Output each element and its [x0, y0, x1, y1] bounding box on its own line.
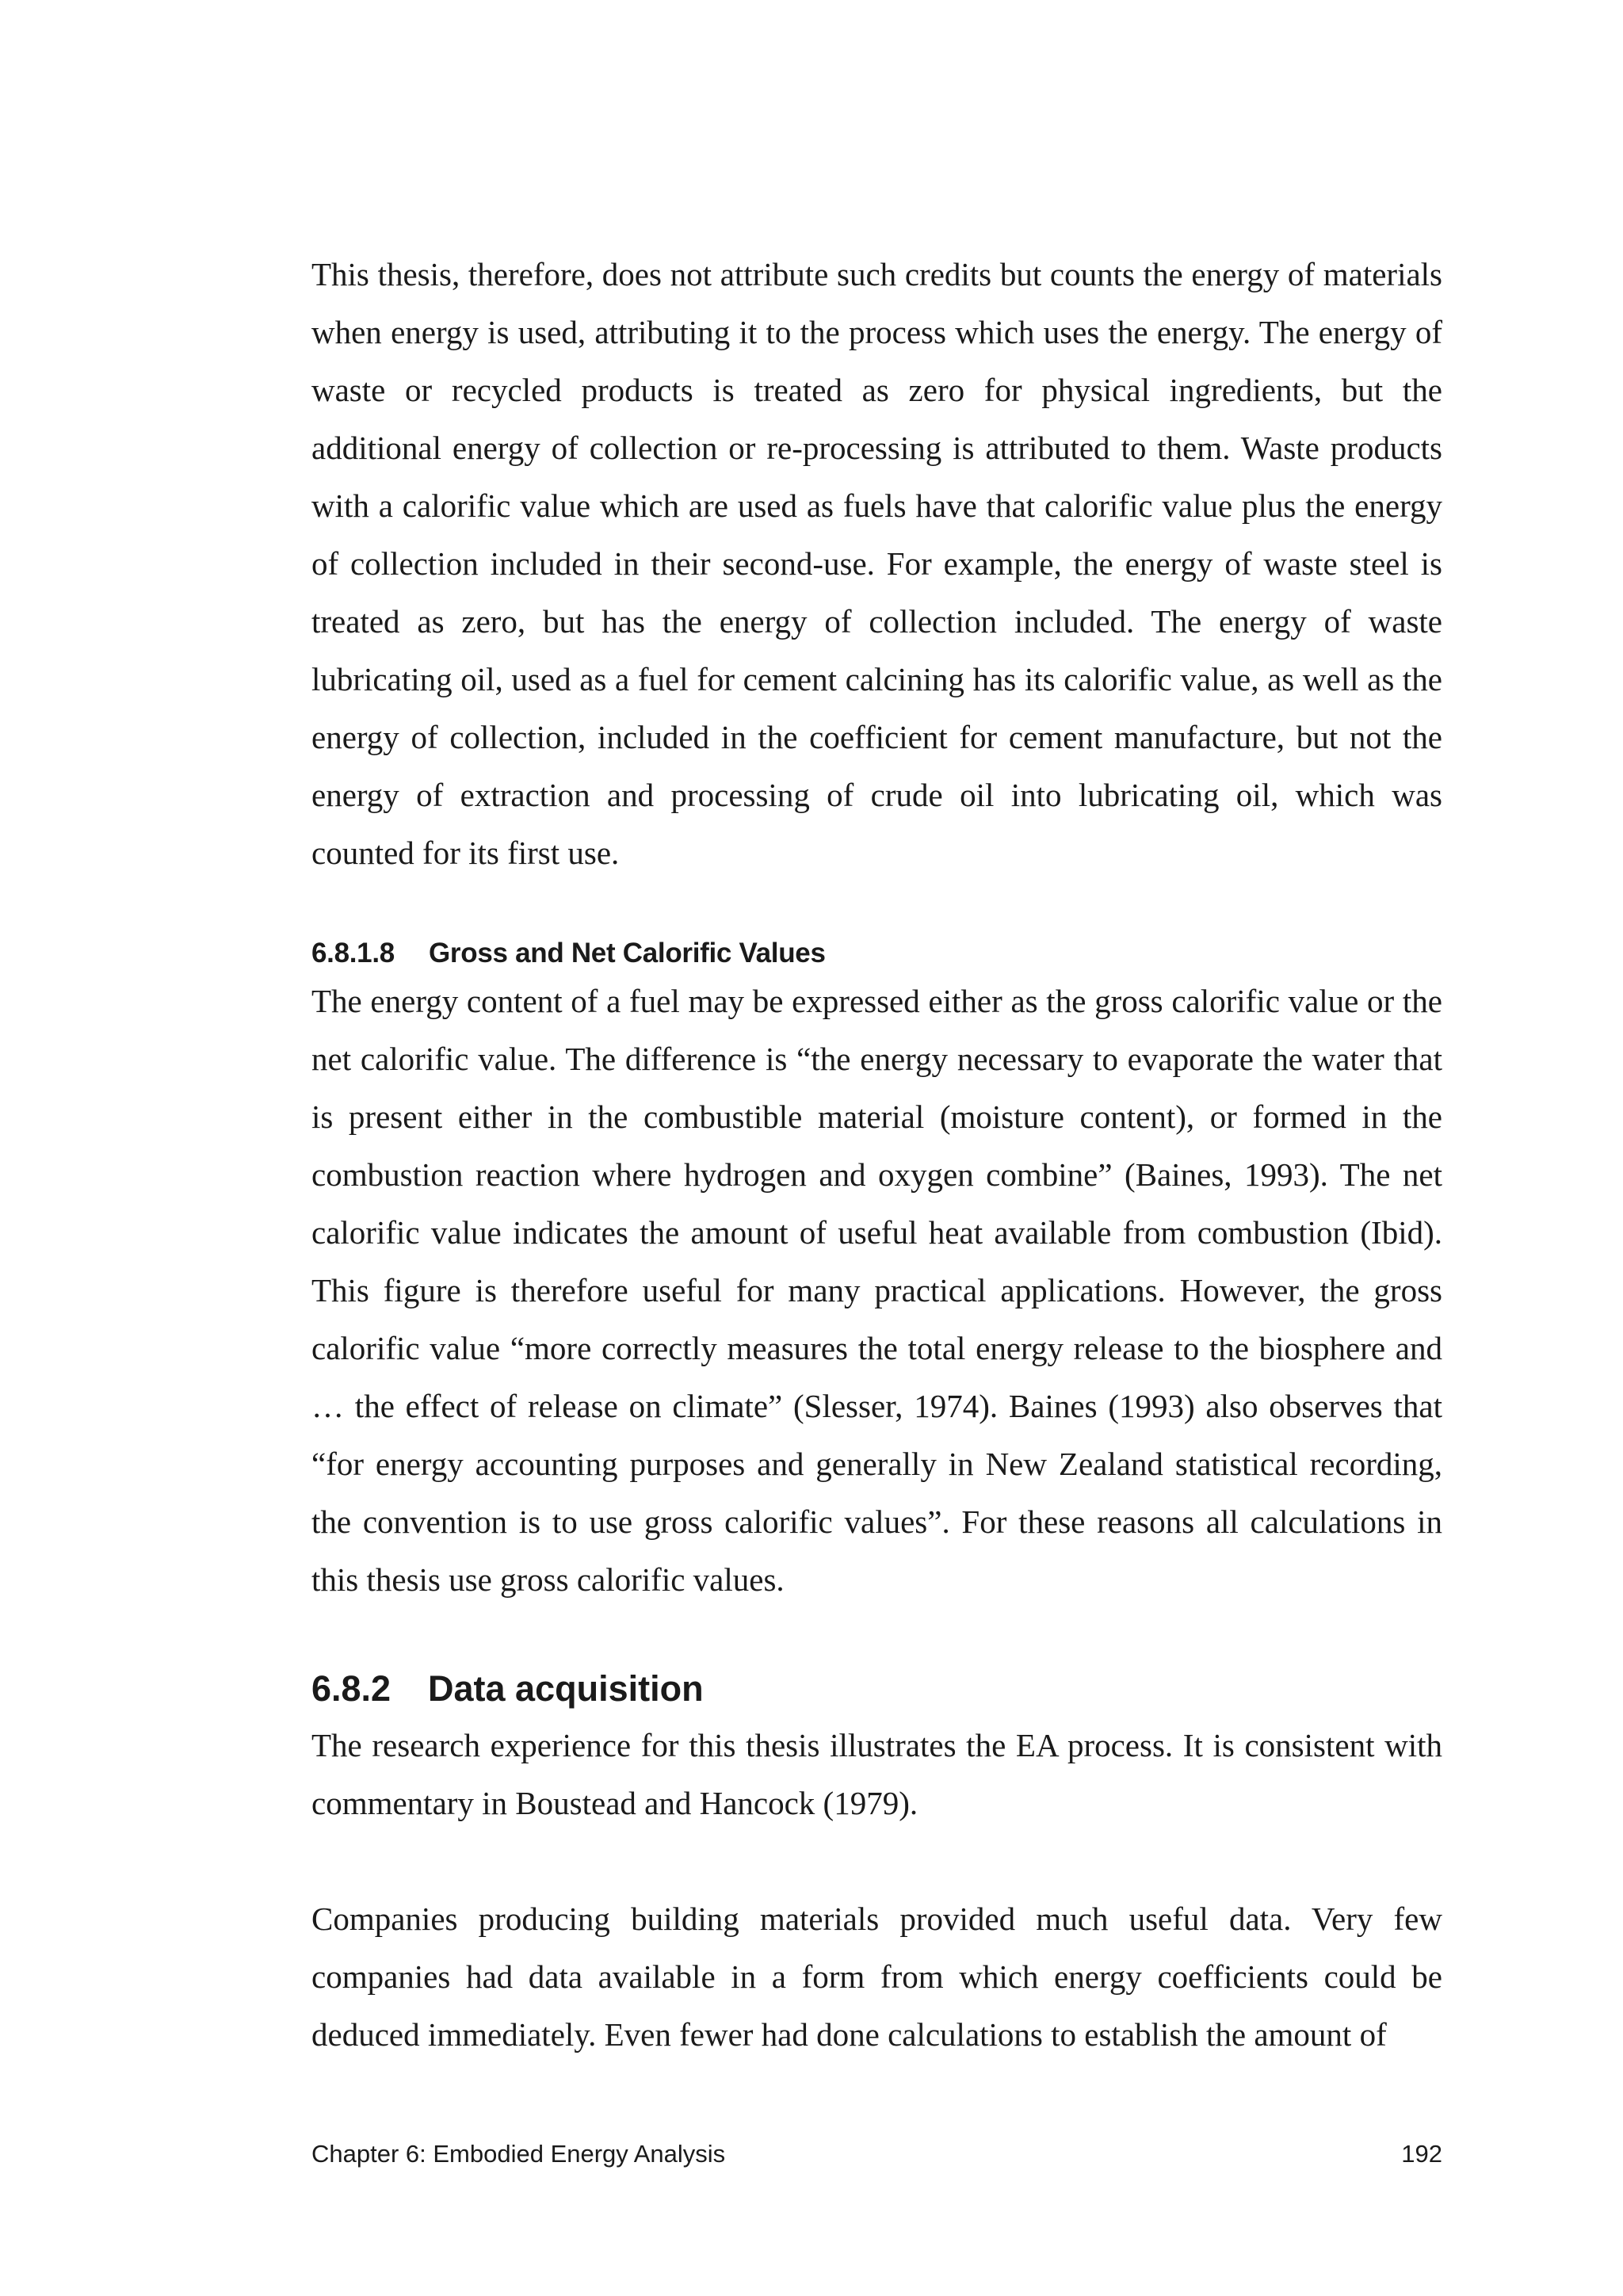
paragraph-credits: This thesis, therefore, does not attribute such credits but counts the energy of materials when energy is used, attributing it to the process which uses the energy. The energy of waste or recycled products is treated as zero for physical ingredients, but the additional energy of collection or re-processing is attributed to them. Waste products with a calorific value which are used as fuels have that calorific value plus the energy of collection included in their second-use. For example, the energy of waste steel is treated as zero, but has the energy of collection included. The energy of waste lubricating oil, used as a fuel for cement calcining has its calorific value, as well as the energy of collection, included in the coefficient for cement manufacture, but not the energy of extraction and processing of crude oil into lubricating oil, which was counted for its first use.: [311, 256, 1442, 871]
heading-number: 6.8.1.8: [311, 938, 395, 968]
heading-data-acquisition: [311, 1609, 1442, 1717]
footer-page-number: 192: [1401, 2140, 1442, 2168]
paragraph-research-experience: The research experience for this thesis illustrates the EA process. It is consistent with commentary in Boustead and Hancock (1979).: [311, 1727, 1442, 1821]
paragraph-calorific-values: The energy content of a fuel may be expressed either as the gross calorific value or the net calorific value. The difference is “the energy necessary to evaporate the water that is present either in the combustible material (moisture content), or formed in the combustion reaction where hydrogen and oxygen combine” (Baines, 1993). The net calorific value indicates the amount of useful heat available from combustion (Ibid). This figure is therefore useful for many practical applications. However, the gross calorific value “more correctly measures the total energy release to the biosphere and … the effect of release on climate” (Slesser, 1974). Baines (1993) also observes that “for energy accounting purposes and generally in New Zealand statistical recording, the convention is to use gross calorific values”. For these reasons all calculations in this thesis use gross calorific values.: [311, 983, 1442, 1598]
paragraph-companies: Companies producing building materials provided much useful data. Very few companies had data available in a form from which energy coefficients could be deduced immediately. Even fewer had done calculations to establish the amount of: [311, 1901, 1442, 2053]
page-footer: [311, 2138, 1442, 2170]
heading-gross-net-calorific: [311, 882, 1442, 972]
heading-title: Gross and Net Calorific Values: [429, 938, 826, 968]
page-body: [311, 246, 1442, 2064]
paragraph-spacer: [311, 1832, 1442, 1890]
heading-number: 6.8.2: [311, 1668, 391, 1709]
footer-chapter-title: Chapter 6: Embodied Energy Analysis: [311, 2140, 726, 2168]
heading-title: Data acquisition: [428, 1668, 704, 1709]
